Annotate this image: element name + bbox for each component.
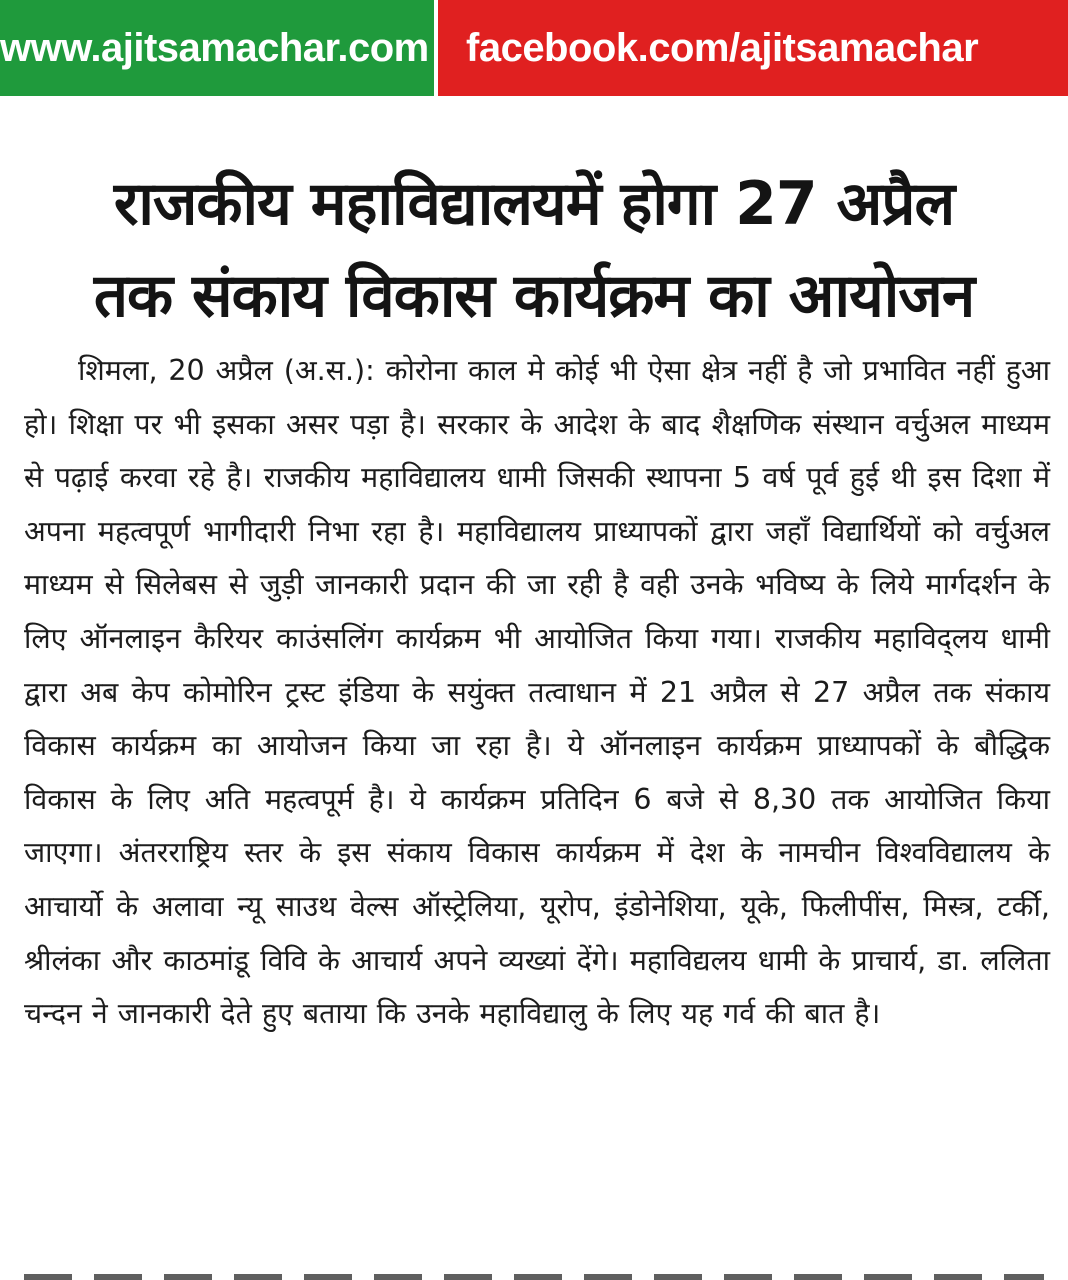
- facebook-url: facebook.com/ajitsamachar: [438, 0, 1068, 96]
- cut-off-text-fragment: [24, 1274, 1044, 1280]
- cut-off-next-headline: [24, 1268, 1044, 1280]
- article-headline: [20, 158, 1048, 342]
- website-url: www.ajitsamachar.com: [0, 0, 434, 96]
- headline-line-1: राजकीय महाविद्यालयमें होगा 27 अप्रैल: [113, 169, 955, 239]
- headline-line-2: तक संकाय विकास कार्यक्रम का आयोजन: [93, 261, 975, 331]
- article-body: शिमला, 20 अप्रैल (अ.स.): कोरोना काल मे कोई भी ऐसा क्षेत्र नहीं है जो प्रभावित नहीं हुआ हो। शिक्षा पर भी इसका असर पड़ा है। सरकार के आदेश के बाद शैक्षणिक संस्थान वर्चुअल माध्यम से पढ़ाई करवा रहे है। राजकीय महाविद्यालय धामी जिसकी स्थापना 5 वर्ष पूर्व हुई थी इस दिशा में अपना महत्वपूर्ण भागीदारी निभा रहा है। महाविद्यालय प्राध्यापकों द्वारा जहाँ विद्यार्थियों को वर्चुअल माध्यम से सिलेबस से जुड़ी जानकारी प्रदान की जा रही है वही उनके भविष्य के लिये मार्गदर्शन के लिए ऑनलाइन कैरियर काउंसलिंग कार्यक्रम भी आयोजित किया गया। राजकीय महाविद्लय धामी द्वारा अब केप कोमोरिन ट्रस्ट इंडिया के सयुंक्त तत्वाधान में 21 अप्रैल से 27 अप्रैल तक संकाय विकास कार्यक्रम का आयोजन किया जा रहा है। ये ऑनलाइन कार्यक्रम प्राध्यापकों के बौद्धिक विकास के लिए अति महत्वपूर्म है। ये कार्यक्रम प्रतिदिन 6 बजे से 8,30 तक आयोजित किया जाएगा। अंतरराष्ट्रिय स्तर के इस संकाय विकास कार्यक्रम में देश के नामचीन विश्वविद्यालय के आचार्यो के अलावा न्यू साउथ वेल्स ऑस्ट्रेलिया, यूरोप, इंडोनेशिया, यूके, फिलीपींस, मिस्त्र, टर्की, श्रीलंका और काठमांडू विवि के आचार्य अपने व्यख्यां देंगे। महाविद्यलय धामी के प्राचार्य, डा. ललिता चन्दन ने जानकारी देते हुए बताया कि उनके महाविद्यालु के लिए यह गर्व की बात है।: [24, 354, 1050, 1031]
- header-banner: [0, 0, 1068, 96]
